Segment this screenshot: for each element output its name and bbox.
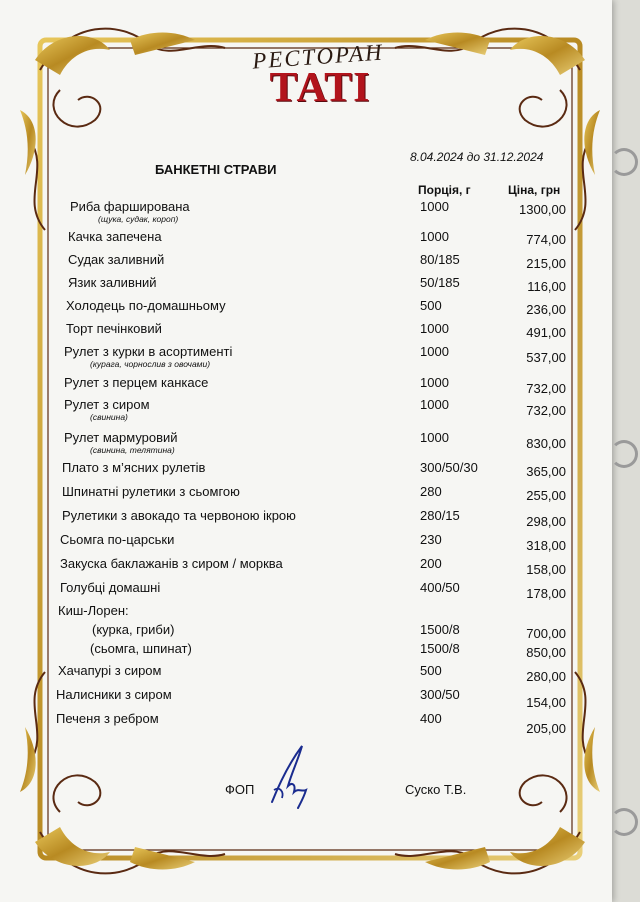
dish-price: 236,00 bbox=[526, 302, 566, 317]
dish-portion: 1000 bbox=[420, 321, 449, 336]
dish-name: Риба фарширована bbox=[70, 199, 190, 214]
dish-price: 537,00 bbox=[526, 350, 566, 365]
price-column-header: Ціна, грн bbox=[508, 183, 561, 197]
binder-ring bbox=[610, 808, 638, 836]
page-title: БАНКЕТНІ СТРАВИ bbox=[155, 162, 277, 177]
dish-price: 255,00 bbox=[526, 488, 566, 503]
dish-portion: 1000 bbox=[420, 344, 449, 359]
dish-portion: 280 bbox=[420, 484, 442, 499]
dish-price: 1300,00 bbox=[519, 202, 566, 217]
brand-subtitle: РЕСТОРАН bbox=[251, 39, 385, 74]
dish-price: 774,00 bbox=[526, 232, 566, 247]
dish-name: Рулетики з авокадо та червоною ікрою bbox=[62, 508, 296, 523]
dish-portion: 1000 bbox=[420, 430, 449, 445]
dish-portion: 230 bbox=[420, 532, 442, 547]
dish-price: 830,00 bbox=[526, 436, 566, 451]
dish-name: Плато з м’ясних рулетів bbox=[62, 460, 206, 475]
dish-price: 491,00 bbox=[526, 325, 566, 340]
dish-portion: 500 bbox=[420, 663, 442, 678]
dish-price: 280,00 bbox=[526, 669, 566, 684]
dish-name: Судак заливний bbox=[68, 252, 165, 267]
validity-period: 8.04.2024 до 31.12.2024 bbox=[410, 150, 544, 164]
dish-price: 215,00 bbox=[526, 256, 566, 271]
binder-ring bbox=[610, 440, 638, 468]
dish-price: 318,00 bbox=[526, 538, 566, 553]
dish-price: 732,00 bbox=[526, 403, 566, 418]
dish-name: Рулет з сиром bbox=[64, 397, 150, 412]
dish-note: (щука, судак, короп) bbox=[98, 214, 179, 224]
dish-price: 365,00 bbox=[526, 464, 566, 479]
dish-price: 116,00 bbox=[527, 279, 566, 294]
dish-name: Торт печінковий bbox=[66, 321, 162, 336]
dish-name: Холодець по-домашньому bbox=[66, 298, 226, 313]
dish-price: 700,00 bbox=[526, 626, 566, 641]
signature bbox=[262, 742, 312, 812]
dish-portion: 280/15 bbox=[420, 508, 460, 523]
dish-portion: 300/50 bbox=[420, 687, 460, 702]
dish-name: Закуска баклажанів з сиром / морква bbox=[60, 556, 283, 571]
dish-note: (курага, чорнослив з овочами) bbox=[90, 359, 211, 369]
dish-portion: 1500/8 bbox=[420, 641, 460, 656]
dish-name: Рулет мармуровий bbox=[64, 430, 178, 445]
dish-portion: 1500/8 bbox=[420, 622, 460, 637]
dish-price: 178,00 bbox=[526, 586, 566, 601]
dish-price: 298,00 bbox=[526, 514, 566, 529]
dish-portion: 500 bbox=[420, 298, 442, 313]
dish-name: Хачапурі з сиром bbox=[58, 663, 162, 678]
dish-portion: 1000 bbox=[420, 199, 449, 214]
dish-note: (свинина) bbox=[90, 412, 128, 422]
dish-portion: 80/185 bbox=[420, 252, 460, 267]
dish-price: 732,00 bbox=[526, 381, 566, 396]
dish-name: (сьомга, шпинат) bbox=[90, 641, 192, 656]
dish-note: (свинина, телятина) bbox=[90, 445, 175, 455]
dish-portion: 1000 bbox=[420, 375, 449, 390]
dish-name: Печеня з ребром bbox=[56, 711, 159, 726]
footer-owner-name: Суско Т.В. bbox=[405, 782, 467, 797]
dish-price: 154,00 bbox=[526, 695, 566, 710]
dish-name: Сьомга по-царськи bbox=[60, 532, 175, 547]
dish-name: Шпинатні рулетики з сьомгою bbox=[62, 484, 240, 499]
dish-name: Рулет з перцем канкасе bbox=[64, 375, 209, 390]
dish-name: Голубці домашні bbox=[60, 580, 161, 595]
brand-logo: ТАТІ bbox=[269, 65, 371, 111]
dish-price: 850,00 bbox=[526, 645, 566, 660]
dish-portion: 1000 bbox=[420, 397, 449, 412]
dish-portion: 50/185 bbox=[420, 275, 460, 290]
footer-fop-label: ФОП bbox=[225, 782, 255, 797]
dish-name: Язик заливний bbox=[68, 275, 157, 290]
dish-name: (курка, гриби) bbox=[92, 622, 175, 637]
dish-portion: 400 bbox=[420, 711, 442, 726]
dish-name: Рулет з курки в асортименті bbox=[64, 344, 233, 359]
dish-name: Качка запечена bbox=[68, 229, 162, 244]
dish-price: 205,00 bbox=[526, 721, 566, 736]
dish-portion: 400/50 bbox=[420, 580, 460, 595]
dish-price: 158,00 bbox=[526, 562, 566, 577]
dish-portion: 300/50/30 bbox=[420, 460, 478, 475]
binder-ring bbox=[610, 148, 638, 176]
dish-name: Налисники з сиром bbox=[56, 687, 172, 702]
dish-portion: 1000 bbox=[420, 229, 449, 244]
dish-portion: 200 bbox=[420, 556, 442, 571]
dish-name: Киш-Лорен: bbox=[58, 603, 129, 618]
portion-column-header: Порція, г bbox=[418, 183, 471, 197]
